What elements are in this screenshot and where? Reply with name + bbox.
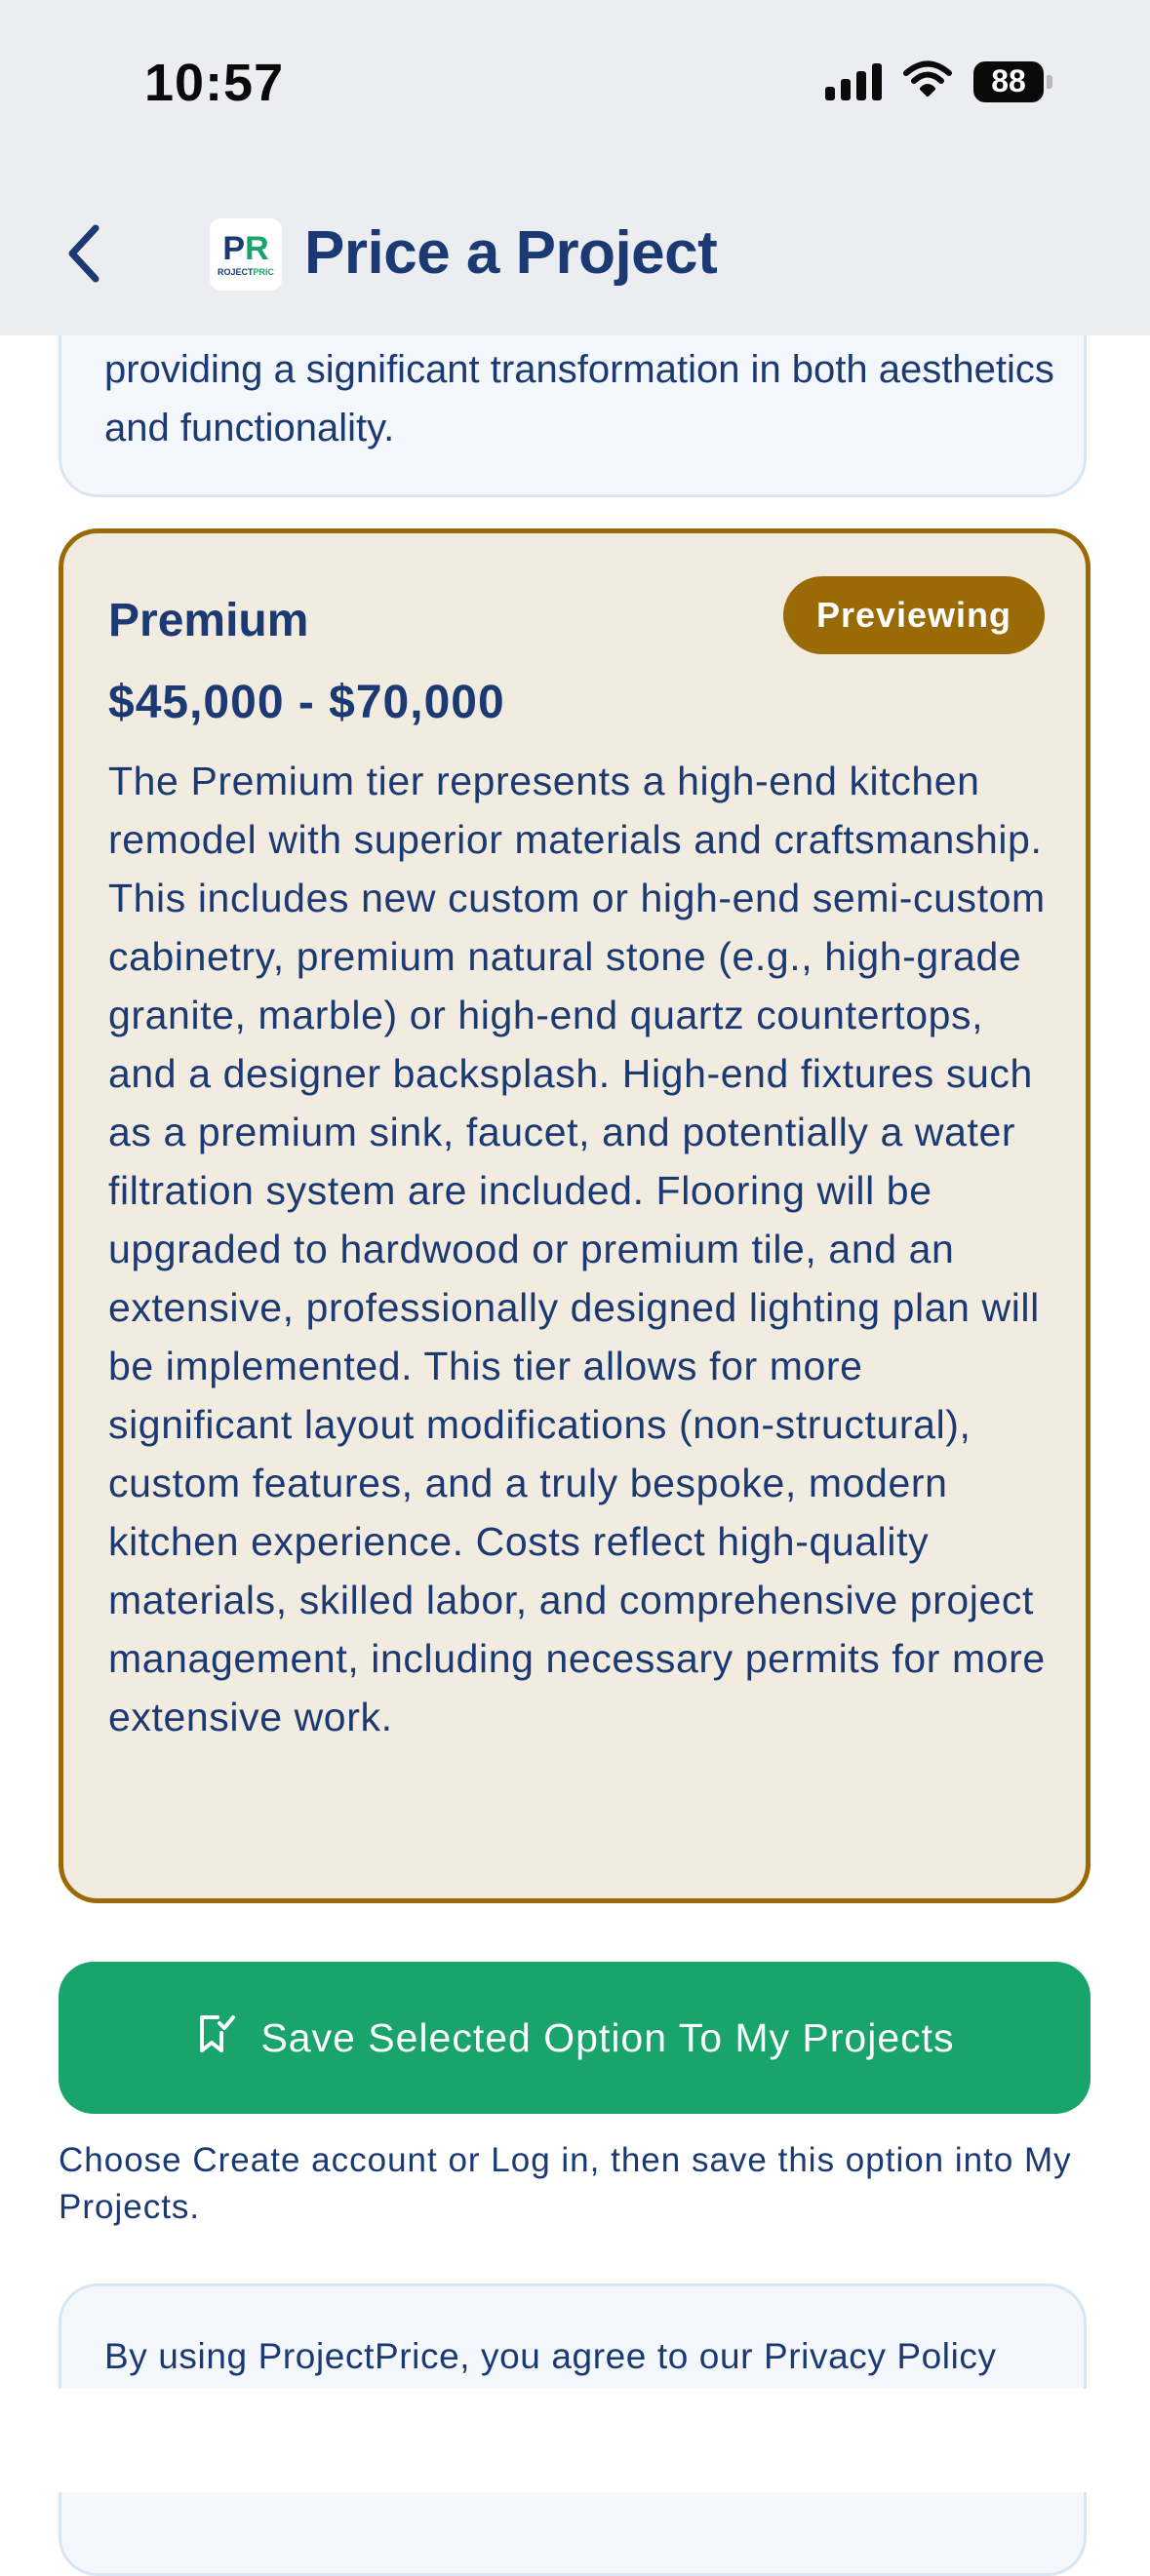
back-button[interactable]: [57, 216, 111, 294]
save-to-my-projects-button[interactable]: [59, 1962, 1091, 2114]
bottom-safe-area: [0, 2389, 1150, 2492]
tier-description: The Premium tier represents a high-end kitchen remodel with superior materials and craftsmanship. This includes new custom or high-end semi-custom cabinetry, premium natural stone (e.g., high-grade granite, marble) or high-end quartz countertops, and a designer backsplash. High-end fixtures such as a premium sink, faucet, and potentially a water filtration system are included. Flooring will be upgraded to hardwood or premium tile, and an extensive, professionally designed lighting plan will be implemented. This tier allows for more significant layout modifications (non-structural), custom features, and a truly bespoke, modern kitchen experience. Costs reflect high-quality materials, skilled labor, and comprehensive project management, including necessary permits for more extensive work.: [108, 759, 1046, 1739]
status-time: 10:57: [144, 54, 285, 112]
page-title: Price a Project: [304, 219, 718, 287]
previewing-badge: Previewing: [783, 576, 1045, 654]
tier-name: Premium: [108, 595, 309, 646]
save-hint-text: Choose Create account or Log in, then save this option into My Projects.: [59, 2141, 1072, 2226]
wifi-icon: [903, 60, 952, 102]
tier-price-range: $45,000 - $70,000: [108, 677, 505, 728]
status-icons: [825, 60, 1052, 102]
chevron-left-icon: [64, 222, 103, 290]
battery-level: 88: [973, 61, 1044, 102]
battery-icon: [973, 61, 1052, 102]
save-button-label: Save Selected Option To My Projects: [260, 2014, 955, 2060]
logo-wordmark: ROJECTPRIC: [217, 267, 275, 277]
premium-tier-card[interactable]: [59, 528, 1091, 1903]
bookmark-check-icon: [194, 2011, 237, 2064]
signal-icon: [825, 63, 882, 100]
top-bar: [0, 0, 1150, 335]
app-logo: [210, 218, 282, 291]
logo-mark: PR: [222, 230, 269, 267]
previous-tier-description: providing a significant transformation in both aesthetics and functionality.: [104, 348, 1054, 449]
terms-text: By using ProjectPrice, you agree to our Privacy Policy: [104, 2336, 997, 2376]
